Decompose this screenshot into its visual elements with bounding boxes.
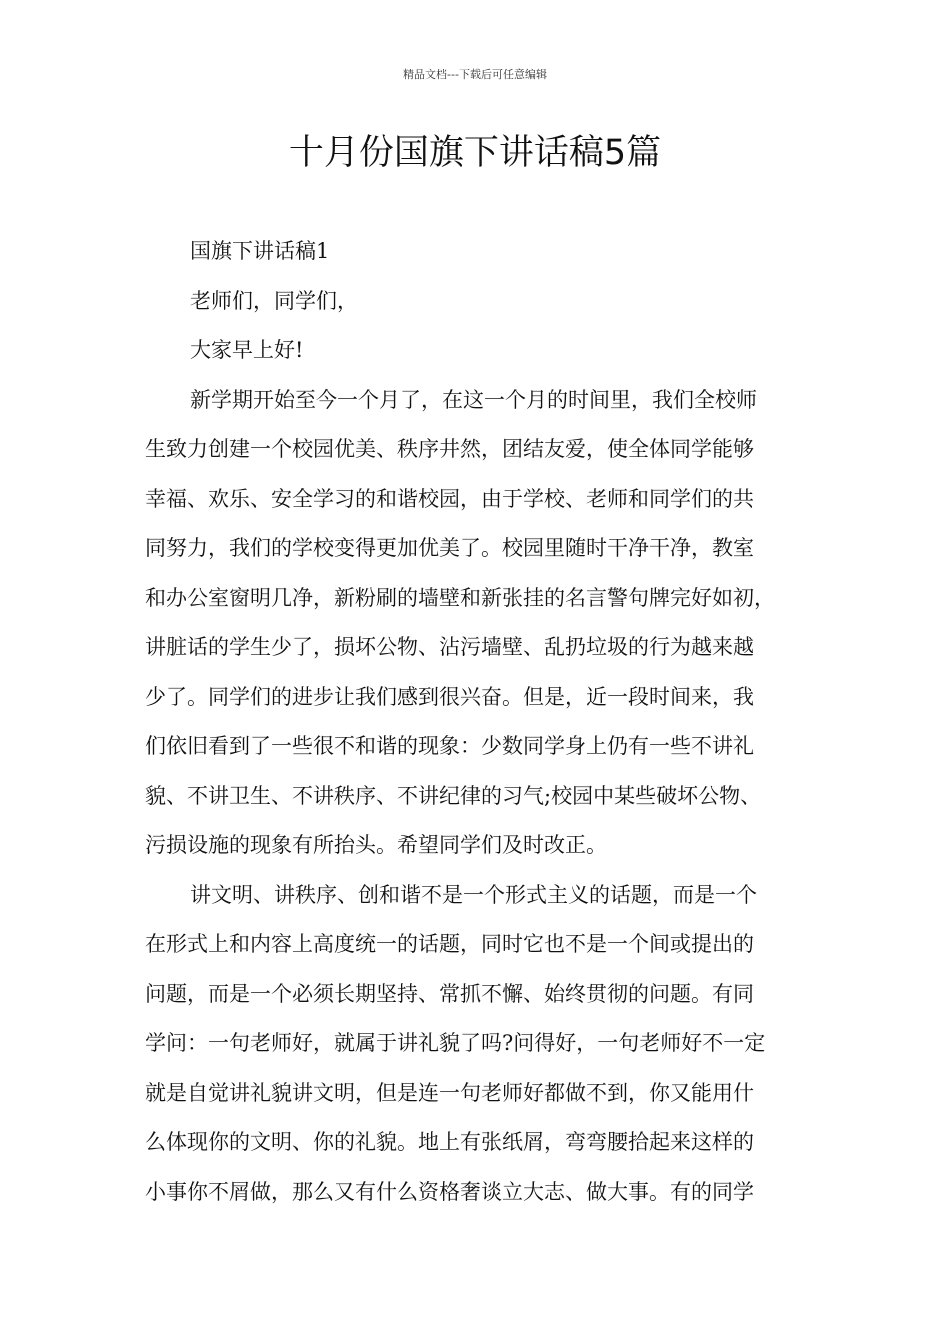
text-line: 大家早上好! xyxy=(190,338,304,362)
text-line: 生致力创建一个校园优美、秩序井然，团结友爱，使全体同学能够 xyxy=(145,437,754,461)
document-title: 十月份国旗下讲话稿5篇 xyxy=(288,133,662,173)
text-line: 貌、不讲卫生、不讲秩序、不讲纪律的习气;校园中某些破坏公物、 xyxy=(145,783,762,808)
text-line: 们依旧看到了一些很不和谐的现象：少数同学身上仍有一些不讲礼 xyxy=(145,734,754,758)
text-line: 问题，而是一个必须长期坚持、常抓不懈、始终贯彻的问题。有同 xyxy=(145,981,754,1006)
document-body xyxy=(145,227,825,1217)
text-line: 老师们，同学们， xyxy=(190,288,358,313)
text-line: 少了。同学们的进步让我们感到很兴奋。但是，近一段时间来，我 xyxy=(145,684,754,709)
text-line: 新学期开始至今一个月了，在这一个月的时间里，我们全校师 xyxy=(190,387,757,412)
text-line: 小事你不屑做，那么又有什么资格奢谈立大志、做大事。有的同学 xyxy=(145,1179,754,1204)
text-line: 幸福、欢乐、安全学习的和谐校园，由于学校、老师和同学们的共 xyxy=(145,486,754,511)
text-line: 同努力，我们的学校变得更加优美了。校园里随时干净干净，教室 xyxy=(145,536,754,560)
text-line: 讲脏话的学生少了，损坏公物、沾污墙壁、乱扔垃圾的行为越来越 xyxy=(145,635,754,659)
text-line: 学问：一句老师好，就属于讲礼貌了吗?问得好，一句老师好不一定 xyxy=(145,1031,766,1055)
text-line: 在形式上和内容上高度统一的话题，同时它也不是一个间或提出的 xyxy=(145,932,754,956)
text-line: 污损设施的现象有所抬头。希望同学们及时改正。 xyxy=(145,833,607,857)
text-line: 就是自觉讲礼貌讲文明，但是连一句老师好都做不到，你又能用什 xyxy=(145,1080,754,1105)
text-line: 讲文明、讲秩序、创和谐不是一个形式主义的话题，而是一个 xyxy=(190,882,757,907)
text-line: 和办公室窗明几净，新粉刷的墙壁和新张挂的名言警句牌完好如初， xyxy=(145,585,775,610)
header-note: 精品文档---下载后可任意编辑 xyxy=(403,68,547,81)
text-line: 国旗下讲话稿1 xyxy=(190,239,330,263)
text-line: 么体现你的文明、你的礼貌。地上有张纸屑，弯弯腰拾起来这样的 xyxy=(145,1130,754,1154)
